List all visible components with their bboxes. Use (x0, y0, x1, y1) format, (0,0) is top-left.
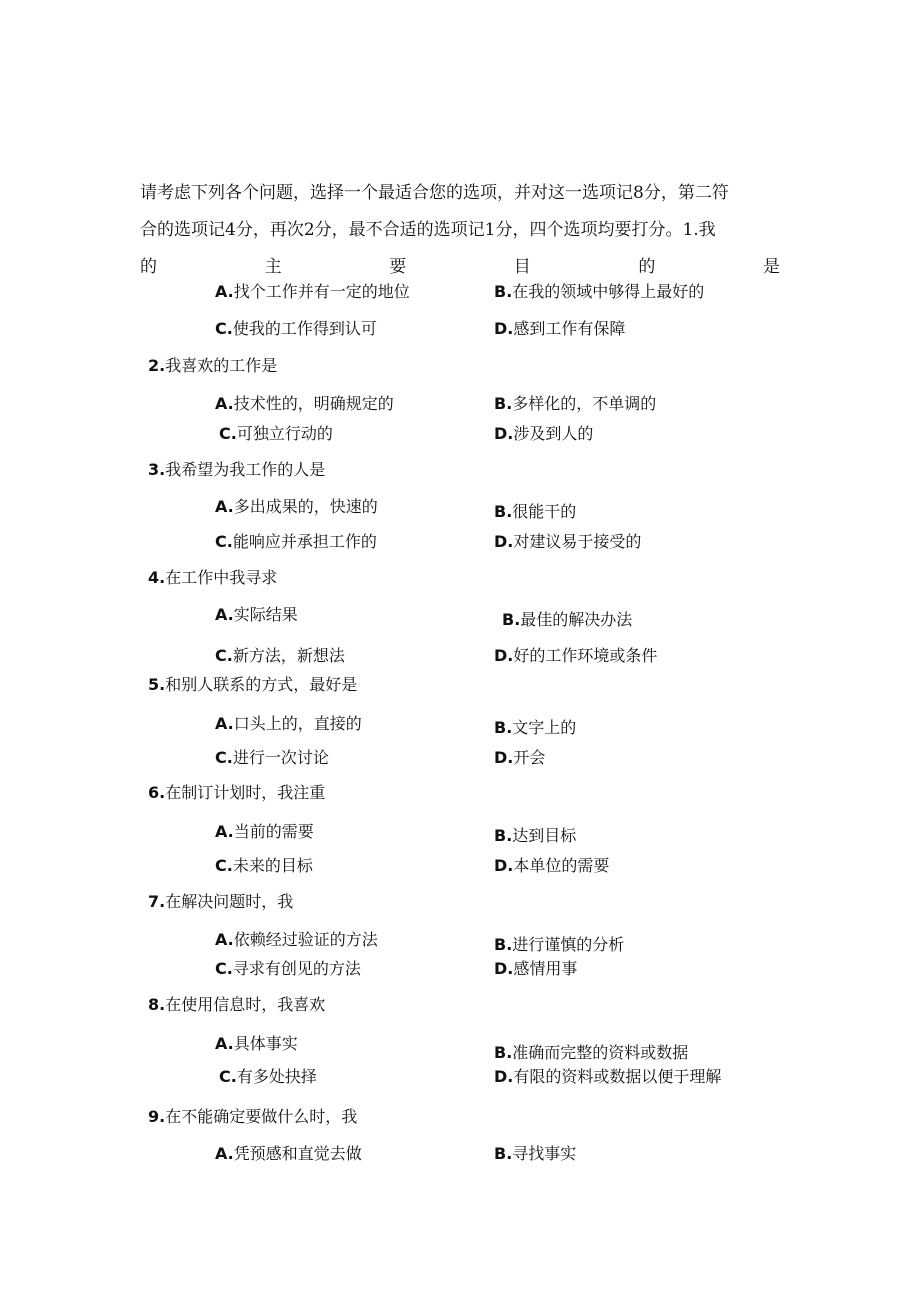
option-3b: B.很能干的 (494, 502, 577, 521)
option-1b: B.在我的领域中够得上最好的 (494, 282, 705, 301)
option-5b: B.文字上的 (494, 718, 577, 737)
option-2b: B.多样化的，不单调的 (494, 394, 657, 413)
option-1c: C.使我的工作得到认可 (215, 319, 377, 338)
option-7b: B.进行谨慎的分析 (494, 935, 625, 954)
option-5c: C.进行一次讨论 (215, 748, 329, 767)
intro-line-1: 请考虑下列各个问题，选择一个最适合您的选项，并对这一选项记8分，第二符 (140, 183, 729, 203)
option-4b: B.最佳的解决办法 (502, 610, 633, 629)
option-8b: B.准确而完整的资料或数据 (494, 1043, 689, 1062)
option-9a: A.凭预感和直觉去做 (215, 1144, 362, 1163)
intro-line-3 (140, 252, 780, 277)
option-2a: A.技术性的，明确规定的 (215, 394, 394, 413)
intro-char: 的 (638, 257, 656, 277)
option-3a: A.多出成果的，快速的 (215, 497, 378, 516)
question-5: 5.和别人联系的方式，最好是 (148, 675, 358, 694)
option-7d: D.感情用事 (494, 959, 578, 978)
option-2c: C.可独立行动的 (219, 424, 333, 443)
option-9b: B.寻找事实 (494, 1144, 577, 1163)
option-2d: D.涉及到人的 (494, 424, 594, 443)
question-8: 8.在使用信息时，我喜欢 (148, 995, 326, 1014)
intro-char: 目 (513, 257, 531, 277)
option-7c: C.寻求有创见的方法 (215, 959, 361, 978)
intro-line-2: 合的选项记4分，再次2分，最不合适的选项记1分，四个选项均要打分。1.我 (140, 220, 716, 240)
option-4c: C.新方法，新想法 (215, 646, 345, 665)
question-2: 2.我喜欢的工作是 (148, 356, 278, 375)
option-3c: C.能响应并承担工作的 (215, 532, 377, 551)
intro-char: 是 (762, 257, 780, 277)
option-5d: D.开会 (494, 748, 546, 767)
question-9: 9.在不能确定要做什么时，我 (148, 1107, 358, 1126)
option-4d: D.好的工作环境或条件 (494, 646, 658, 665)
intro-char: 的 (140, 257, 157, 277)
option-1d: D.感到工作有保障 (494, 319, 626, 338)
option-7a: A.依赖经过验证的方法 (215, 930, 378, 949)
option-3d: D.对建议易于接受的 (494, 532, 642, 551)
question-6: 6.在制订计划时，我注重 (148, 783, 326, 802)
question-4: 4.在工作中我寻求 (148, 568, 278, 587)
option-8d: D.有限的资料或数据以便于理解 (494, 1067, 722, 1086)
intro-char: 要 (389, 257, 407, 277)
option-6d: D.本单位的需要 (494, 856, 610, 875)
option-5a: A.口头上的，直接的 (215, 714, 362, 733)
option-6a: A.当前的需要 (215, 822, 314, 841)
option-4a: A.实际结果 (215, 605, 298, 624)
option-8c: C.有多处抉择 (219, 1067, 317, 1086)
option-6b: B.达到目标 (494, 826, 577, 845)
question-3: 3.我希望为我工作的人是 (148, 460, 326, 479)
option-1a: A.找个工作并有一定的地位 (215, 282, 410, 301)
option-8a: A.具体事实 (215, 1034, 298, 1053)
intro-char: 主 (264, 257, 282, 277)
option-6c: C.未来的目标 (215, 856, 313, 875)
question-7: 7.在解决问题时，我 (148, 892, 294, 911)
